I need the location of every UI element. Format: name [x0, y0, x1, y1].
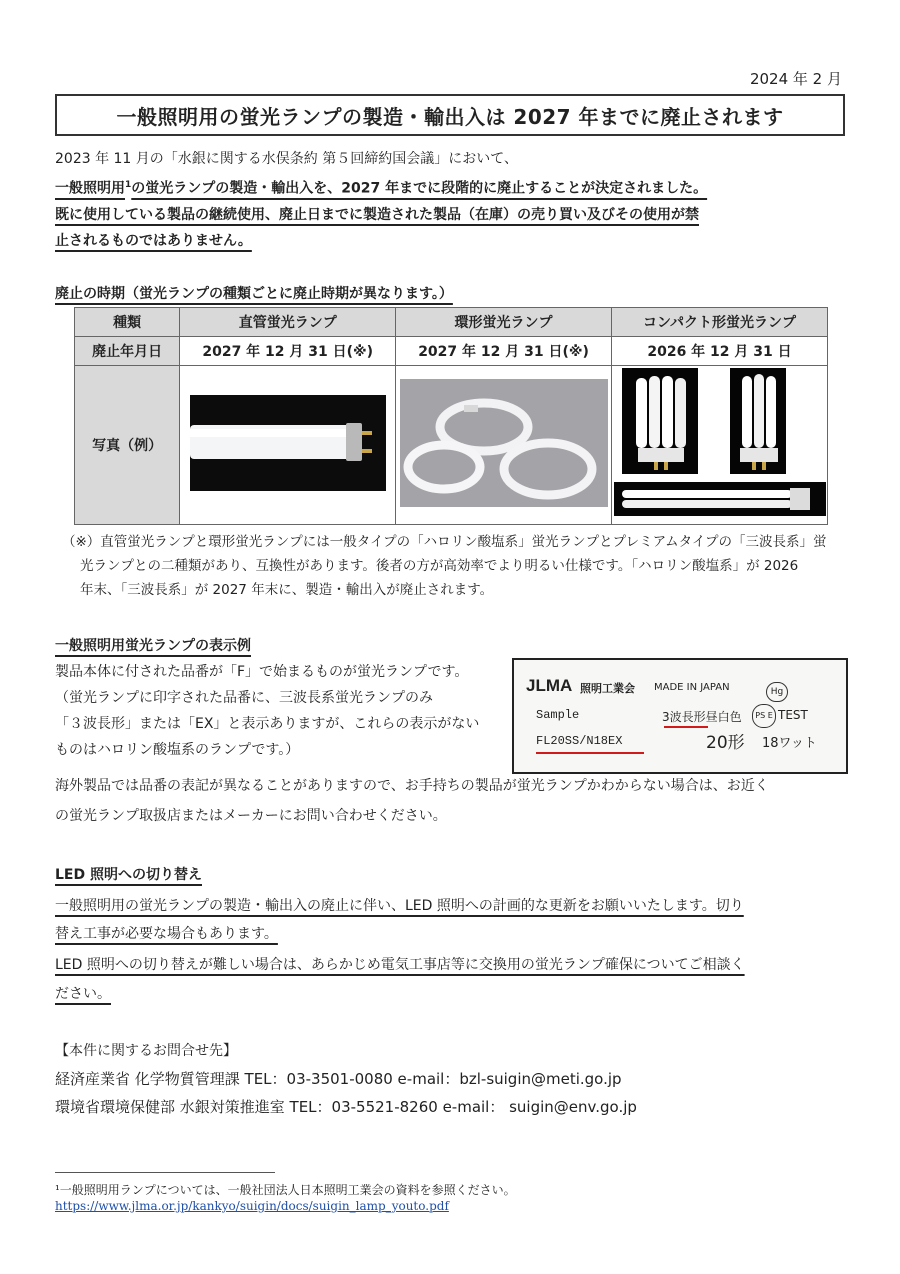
photo-circular-lamp [396, 366, 612, 525]
photo-straight-lamp [180, 366, 396, 525]
led-line-3: LED 照明への切り替えが難しい場合は、あらかじめ電気工事店等に交換用の蛍光ランプ確保についてご相談く [55, 957, 745, 973]
jlma-made-in: MADE IN JAPAN [654, 682, 730, 693]
jlma-watt: 18ワット [762, 736, 817, 751]
led-line-1: 一般照明用の蛍光ランプの製造・輸出入の廃止に伴い、LED 照明への計画的な更新をお願いいたします。切り [55, 898, 744, 914]
contact-env: 環境省環境保健部 水銀対策推進室 TEL：03-5521-8260 e-mail： suigin@env.go.jp [55, 1098, 637, 1116]
jlma-label-sample [512, 658, 848, 774]
straight-lamp-image [190, 395, 386, 491]
footnote-divider [55, 1172, 275, 1173]
schedule-heading: 廃止の時期（蛍光ランプの種類ごとに廃止時期が異なります。） [55, 286, 453, 302]
circular-lamp-image [400, 379, 608, 507]
table-date-straight: 2027 年 12 月 31 日(※) [180, 337, 396, 366]
contact-meti: 経済産業省 化学物質管理課 TEL：03-3501-0080 e-mail：bzl-suigin@meti.go.jp [55, 1070, 622, 1088]
display-line-1: 製品本体に付された品番が「F」で始まるものが蛍光ランプです。 [55, 664, 469, 680]
intro-line-2-a: 一般照明用 [55, 180, 125, 197]
table-header-compact: コンパクト形蛍光ランプ [612, 308, 828, 337]
jlma-assoc: 照明工業会 [580, 682, 635, 695]
led-line-2: 替え工事が必要な場合もあります。 [55, 926, 278, 942]
note-line-1: （※）直管蛍光ランプと環形蛍光ランプには一般タイプの「ハロリン酸塩系」蛍光ランプとプレミアムタイプの「三波長系」蛍 [62, 534, 827, 550]
compact-lamp-image [614, 368, 826, 518]
intro-line-3: 既に使用している製品の継続使用、廃止日までに製造された製品（在庫）の売り買い及びその使用が禁 [55, 207, 699, 223]
jlma-hg-mark: Hg [766, 682, 788, 702]
contact-heading: 【本件に関するお問合せ先】 [55, 1043, 237, 1059]
intro-line-4: 止されるものではありません。 [55, 233, 252, 249]
jlma-sample: Sample [536, 708, 580, 722]
led-heading: LED 照明への切り替え [55, 867, 202, 883]
table-header-type: 種類 [75, 308, 180, 337]
display-line-5: 海外製品では品番の表記が異なることがありますので、お手持ちの製品が蛍光ランプかわからない場合は、お近く [55, 778, 769, 794]
intro-line-2-b: の蛍光ランプの製造・輸出入を、2027 年までに段階的に廃止することが決定されました。 [131, 180, 708, 197]
display-line-2: （蛍光ランプに印字された品番に、三波長系蛍光ランプのみ [55, 690, 433, 706]
document-date: 2024 年 2 月 [749, 70, 842, 88]
jlma-size: 20形 [706, 733, 745, 753]
photo-compact-lamp [612, 366, 828, 525]
jlma-test: TEST [778, 708, 808, 722]
table-header-straight: 直管蛍光ランプ [180, 308, 396, 337]
display-line-3: 「３波長形」または「EX」と表示ありますが、これらの表示がない [55, 716, 480, 732]
display-heading: 一般照明用蛍光ランプの表示例 [55, 638, 251, 654]
table-label-date: 廃止年月日 [75, 337, 180, 366]
table-date-compact: 2026 年 12 月 31 日 [612, 337, 828, 366]
led-line-4: ださい。 [55, 986, 111, 1002]
jlma-type: 3波長形昼白色 [662, 710, 742, 724]
jlma-type-underline [664, 726, 708, 728]
jlma-model-underline [536, 752, 644, 754]
page-title: 一般照明用の蛍光ランプの製造・輸出入は 2027 年までに廃止されます [55, 94, 845, 136]
display-line-4: ものはハロリン酸塩系のランプです。） [55, 742, 300, 758]
jlma-pse-mark: PS E [752, 704, 776, 728]
table-label-photo: 写真（例） [75, 366, 180, 525]
jlma-model: FL20SS/N18EX [536, 734, 623, 748]
intro-line-1: 2023 年 11 月の「水銀に関する水俣条約 第５回締約国会議」において、 [55, 151, 518, 167]
jlma-brand: JLMA [526, 676, 573, 695]
display-line-6: の蛍光ランプ取扱店またはメーカーにお問い合わせください。 [55, 808, 447, 824]
footnote-link[interactable]: https://www.jlma.or.jp/kankyo/suigin/docs/suigin_lamp_youto.pdf [55, 1199, 449, 1213]
lamp-schedule-table [74, 307, 828, 525]
footnote-ref: 1 [125, 180, 132, 190]
note-line-3: 年末、「三波長系」が 2027 年末に、製造・輸出入が廃止されます。 [80, 582, 494, 598]
note-line-2: 光ランプとの二種類があり、互換性があります。後者の方が高効率でより明るい仕様です。「ハロリン酸塩系」が 2026 [80, 558, 799, 574]
table-date-circular: 2027 年 12 月 31 日(※) [396, 337, 612, 366]
footnote-text: ¹一般照明用ランプについては、一般社団法人日本照明工業会の資料を参照ください。 [55, 1183, 516, 1197]
intro-line-2 [55, 172, 850, 202]
table-header-circular: 環形蛍光ランプ [396, 308, 612, 337]
